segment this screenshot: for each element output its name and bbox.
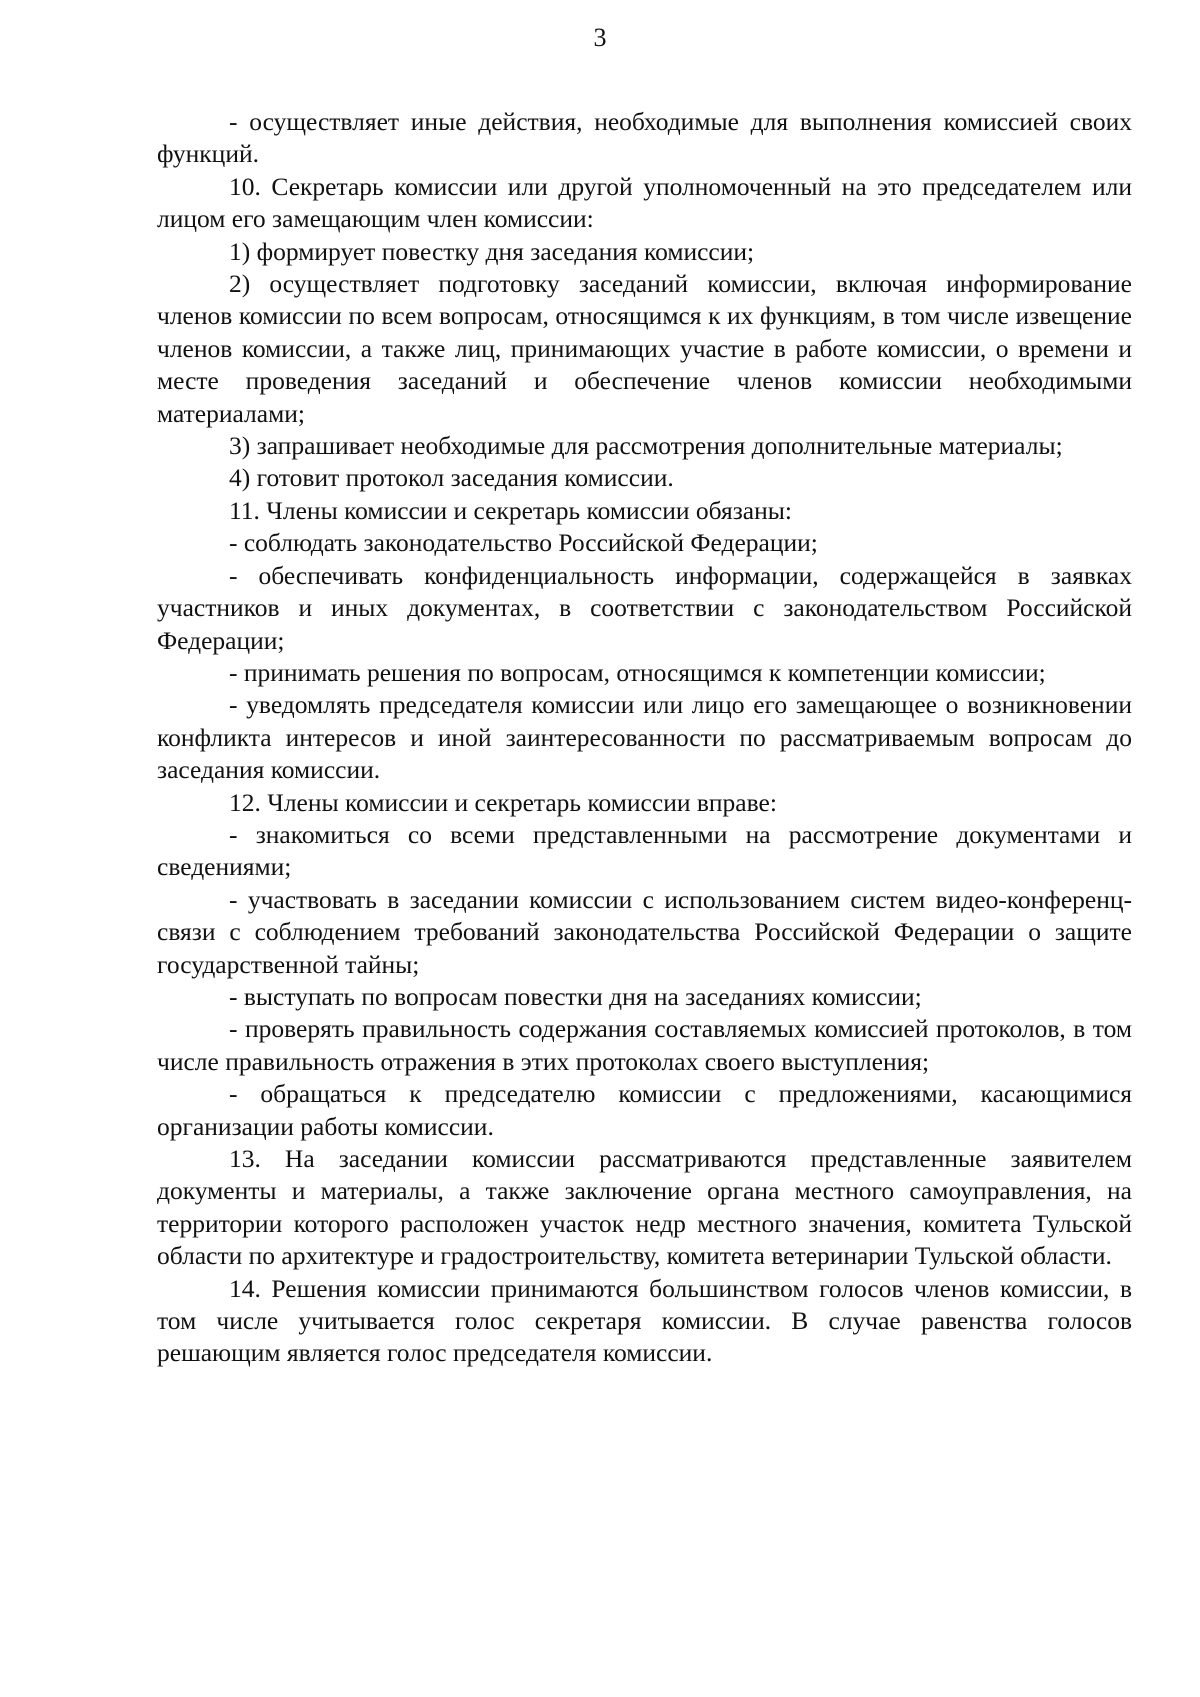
paragraph: 4) готовит протокол заседания комиссии. <box>229 463 674 493</box>
paragraph: 2) осуществляет подготовку заседаний комиссии, включая информирование членов комиссии по всем вопросам, относящимся к их функциям, в том числе извещение членов комиссии, а также лиц, принимающих участие в работе комиссии, о времени и месте проведения заседаний и обеспечение членов комиссии необходимыми материалами; <box>157 269 1132 428</box>
paragraph: 10. Секретарь комиссии или другой уполномоченный на это председателем или лицом его замещающим член комиссии: <box>157 171 1132 234</box>
paragraph: - уведомлять председателя комиссии или лицо его замещающее о возникновении конфликта интересов и иной заинтересованности по рассматриваемым вопросам до заседания комиссии. <box>157 690 1132 785</box>
paragraph: - проверять правильность содержания составляемых комиссией протоколов, в том числе правильность отражения в этих протоколах своего выступления; <box>157 1014 1132 1076</box>
paragraph: - обращаться к председателю комиссии с предложениями, касающимися организации работы комиссии. <box>157 1079 1132 1141</box>
paragraph: - знакомиться со всеми представленными на рассмотрение документами и сведениями; <box>157 819 1132 882</box>
paragraph: 11. Члены комиссии и секретарь комиссии обязаны: <box>229 495 792 525</box>
paragraph: 14. Решения комиссии принимаются большинством голосов членов комиссии, в том числе учитывается голос секретаря комиссии. В случае равенства голосов решающим является голос председателя комиссии. <box>157 1273 1132 1368</box>
paragraph: - принимать решения по вопросам, относящимся к компетенции комиссии; <box>229 657 1046 687</box>
paragraph: 12. Члены комиссии и секретарь комиссии вправе: <box>229 787 777 817</box>
paragraph: 13. На заседании комиссии рассматриваются представленные заявителем документы и материалы, а также заключение органа местного самоуправления, на территории которого расположен участок недр местного значения, комитета Тульской области по архитектуре и градостроительству, комитета ветеринарии Тульской области. <box>157 1144 1132 1271</box>
paragraph: - выступать по вопросам повестки дня на заседаниях комиссии; <box>229 981 922 1011</box>
document-body <box>157 106 1132 1370</box>
page-number: 3 <box>593 23 607 52</box>
paragraph: - обеспечивать конфиденциальность информации, содержащейся в заявках участников и иных документах, в соответствии с законодательством Российской Федерации; <box>157 560 1132 655</box>
paragraph: - осуществляет иные действия, необходимые для выполнения комиссией своих функций. <box>157 107 1132 169</box>
paragraph: - соблюдать законодательство Российской Федерации; <box>229 528 818 558</box>
paragraph: 1) формирует повестку дня заседания комиссии; <box>229 236 755 266</box>
paragraph: 3) запрашивает необходимые для рассмотрения дополнительные материалы; <box>229 431 1063 461</box>
paragraph: - участвовать в заседании комиссии с использованием систем видео-конференц-связи с соблюдением требований законодательства Российской Федерации о защите государственной тайны; <box>157 884 1132 979</box>
